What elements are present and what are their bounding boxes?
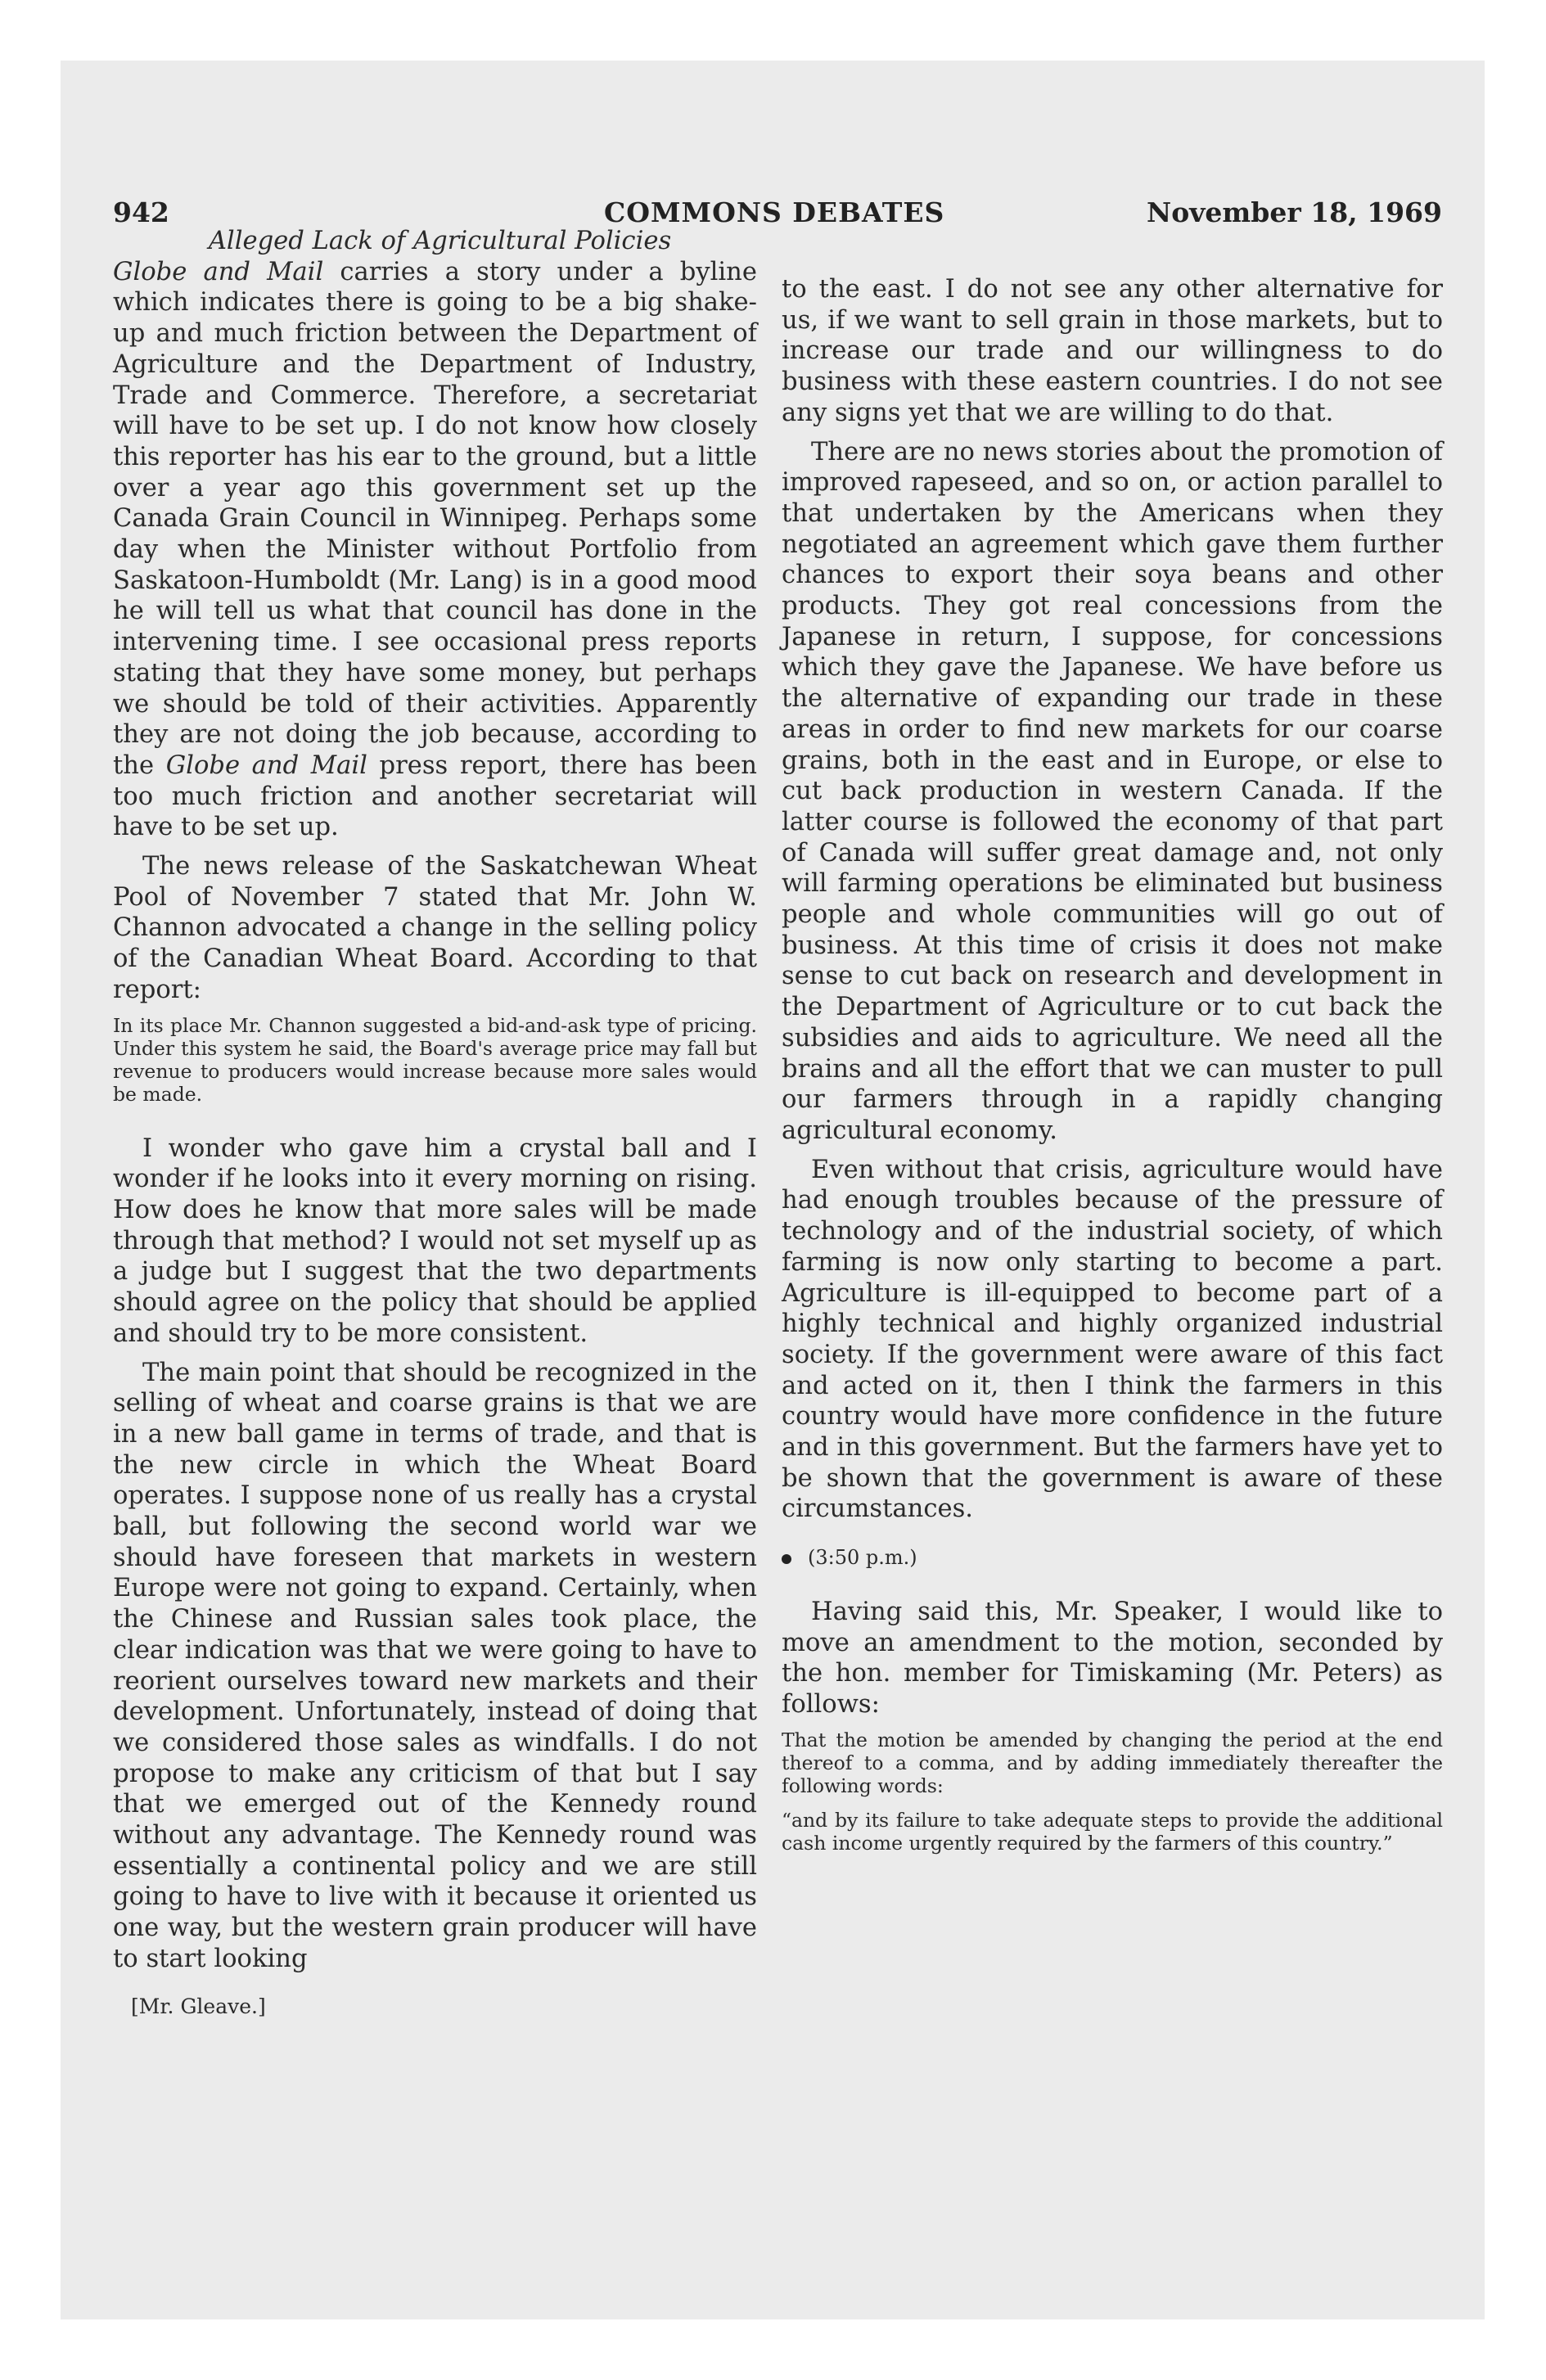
right-paragraph-1: to the east. I do not see any other alternative for us, if we want to sell grain in those markets, but to increase our trade and our willingness to do business with these eastern countries. I do not see any signs yet that we are willing to do that.	[782, 275, 1443, 427]
amendment-quote: That the motion be amended by changing the period at the end thereof to a comma, and by adding immediately thereafter the following words:	[782, 1728, 1443, 1797]
amendment-words: “and by its failure to take adequate steps to provide the additional cash income urgently required by the farmers of this country.”	[782, 1808, 1443, 1855]
left-paragraph-2: The news release of the Saskatchewan Wheat Pool of November 7 stated that Mr. John W. Channon advocated a change in the selling policy of the Canadian Wheat Board. According to that report:	[113, 852, 757, 1004]
time-text: (3:50 p.m.)	[808, 1546, 917, 1570]
left-paragraph-3: I wonder who gave him a crystal ball and I wonder if he looks into it every morning on rising. How does he know that more sales will be made through that method? I would not set myself up as a judge but I suggest that the two departments should agree on the policy that should be applied and should try to be more consistent.	[113, 1134, 757, 1348]
journal-title: COMMONS DEBATES	[604, 196, 945, 228]
left-paragraph-4: The main point that should be recognized in the selling of wheat and coarse grains is that we are in a new ball game in terms of trade, and that is the new circle in which the Wheat Board operates. I suppose none of us really has a crystal ball, but following the second world war we should have foreseen that markets in western Europe were not going to expand. Certainly, when the Chinese and Russian sales took place, the clear indication was that we were going to have to reorient ourselves toward new markets and their development. Unfortunately, instead of doing that we considered those sales as windfalls. I do not propose to make any criticism of that but I say that we emerged out of the Kennedy round without any advantage. The Kennedy round was essentially a continental policy and we are still going to have to live with it because it oriented us one way, but the western grain producer will have to start looking	[113, 1358, 757, 1973]
left-paragraph-1	[113, 257, 757, 843]
right-column	[782, 274, 1443, 1882]
section-subtitle: Alleged Lack of Agricultural Policies	[208, 227, 672, 255]
speaker-attribution: [Mr. Gleave.]	[131, 1994, 266, 2018]
time-marker	[782, 1543, 1443, 1574]
bullet-icon	[782, 1554, 791, 1564]
left-column	[113, 226, 757, 2022]
right-paragraph-4: Having said this, Mr. Speaker, I would like to move an amendment to the motion, seconded by the hon. member for Timiskaming (Mr. Peters) as follows:	[782, 1597, 1443, 1719]
paragraph-text: press report, there has been too much friction and another secretariat will have to be set up.	[113, 751, 757, 842]
block-quote: In its place Mr. Channon suggested a bid-and-ask type of pricing. Under this system he said, the Board's average price may fall but revenue to producers would increase because more sales would be made.	[113, 1013, 757, 1106]
page-number: 942	[113, 196, 169, 228]
issue-date: November 18, 1969	[1147, 196, 1442, 228]
right-paragraph-2: There are no news stories about the promotion of improved rapeseed, and so on, or action parallel to that undertaken by the Americans when they negotiated an agreement which gave them further chances to export their soya beans and other products. They got real concessions from the Japanese in return, I suppose, for concessions which they gave the Japanese. We have before us the alternative of expanding our trade in these areas in order to find new markets for our coarse grains, both in the east and in Europe, or else to cut back production in western Canada. If the latter course is followed the economy of that part of Canada will suffer great damage and, not only will farming operations be eliminated but business people and whole communities will go out of business. At this time of crisis it does not make sense to cut back on research and development in the Department of Agriculture or to cut back the subsidies and aids to agriculture. We need all the brains and all the effort that we can muster to pull our farmers through in a rapidly changing agricultural economy.	[782, 437, 1443, 1145]
newspaper-name: Globe and Mail	[113, 257, 324, 286]
paragraph-text: carries a story under a byline which indicates there is going to be a big shake-up and much friction between the Department of Agriculture and the Department of Industry, Trade and Commerce. Therefore, a secretariat will have to be set up. I do not know how closely this reporter has his ear to the ground, but a little over a year ago this government set up the Canada Grain Council in Winnipeg. Perhaps some day when the Minister without Portfolio from Saskatoon-Humboldt (Mr. Lang) is in a good mood he will tell us what that council has done in the intervening time. I see occasional press reports stating that they have some money, but perhaps we should be told of their activities. Apparently they are not doing the job because, according to the	[113, 257, 757, 780]
newspaper-name: Globe and Mail	[165, 751, 367, 780]
right-paragraph-3: Even without that crisis, agriculture would have had enough troubles because of the pressure of technology and of the industrial society, of which farming is now only starting to become a part. Agriculture is ill-equipped to become part of a highly technical and highly organized industrial society. If the government were aware of this fact and acted on it, then I think the farmers in this country would have more confidence in the future and in this government. But the farmers have yet to be shown that the government is aware of these circumstances.	[782, 1155, 1443, 1524]
